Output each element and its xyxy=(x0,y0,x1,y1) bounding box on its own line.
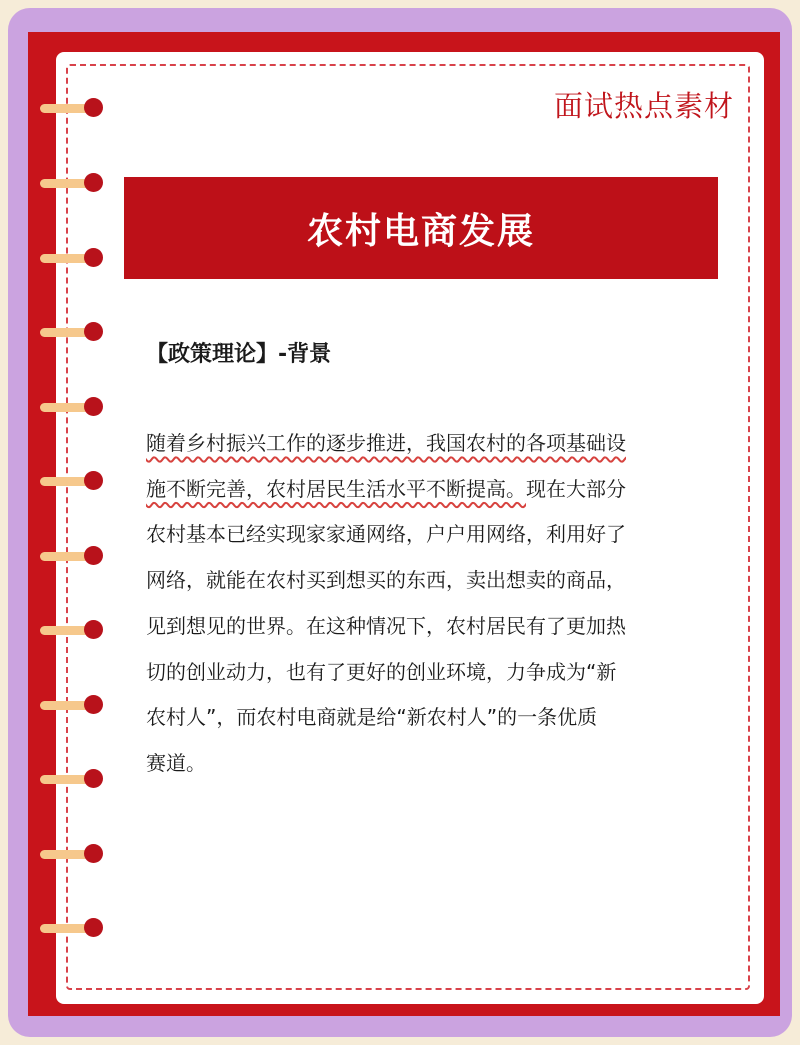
paragraph-line: 切的创业动力，也有了更好的创业环境，力争成为“新 xyxy=(146,659,617,684)
paragraph-text: 现在大部分 xyxy=(526,476,626,501)
title-banner xyxy=(124,177,718,279)
section-heading: 【政策理论】-背景 xyxy=(146,342,332,367)
highlighted-text: 随着乡村振兴工作的逐步推进，我国农村的各项基础设 xyxy=(146,431,626,455)
paragraph-line: 网络，就能在农村买到想买的东西，卖出想卖的商品， xyxy=(146,568,626,593)
header-tagline: 面试热点素材 xyxy=(553,89,734,123)
binder-rings xyxy=(0,0,120,1045)
paragraph-line: 农村基本已经实现家家通网络，户户用网络，利用好了 xyxy=(146,522,626,547)
paragraph-line xyxy=(146,421,706,467)
paragraph-line: 见到想见的世界。在这种情况下，农村居民有了更加热 xyxy=(146,613,626,638)
paragraph-line xyxy=(146,467,706,513)
highlighted-text: 施不断完善，农村居民生活水平不断提高。 xyxy=(146,476,526,501)
paragraph-line: 赛道。 xyxy=(146,750,206,775)
body-paragraph xyxy=(146,421,706,787)
paragraph-line: 农村人”，而农村电商就是给“新农村人”的一条优质 xyxy=(146,705,598,730)
page-title: 农村电商发展 xyxy=(306,210,535,252)
